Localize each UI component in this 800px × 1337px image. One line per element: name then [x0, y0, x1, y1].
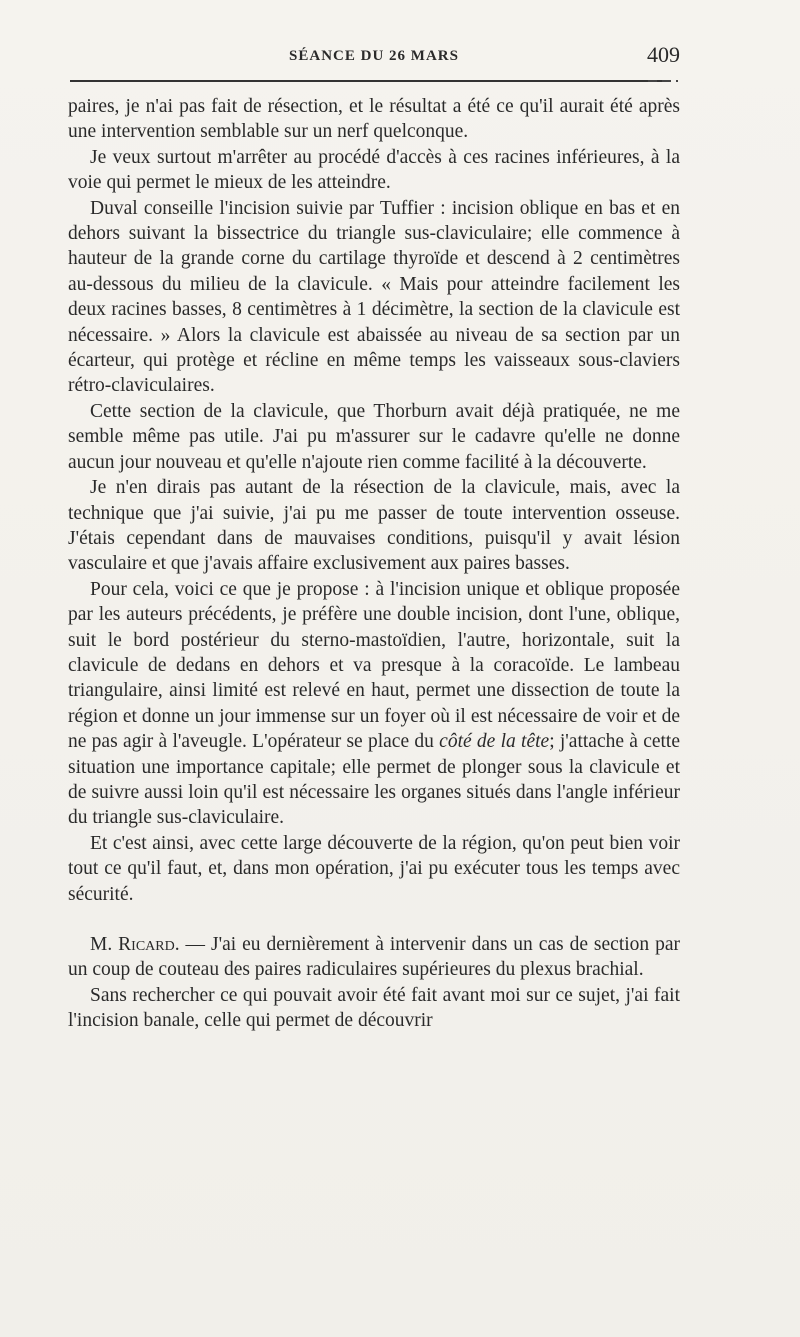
paragraph-3: Duval conseille l'incision suivie par Tuffier : incision oblique en bas et en dehors suivant la bissectrice du triangle sus-claviculaire; elle commence à hauteur de la grande corne du cartilage thyroïde et descend à 2 centimètres au-dessous du milieu de la clavicule. « Mais pour atteindre facilement les deux racines basses, 8 centimètres à 1 décimètre, la section de la clavicule est nécessaire. » Alors la clavicule est abaissée au niveau de sa section par un écarteur, qui protège et récline en même temps les vaisseaux sous-claviers rétro-claviculaires. [68, 197, 680, 397]
paragraph-2: Je veux surtout m'arrêter au procédé d'accès à ces racines inférieures, à la voie qui permet le mieux de les atteindre. [68, 146, 680, 194]
speaker-name: M. Ricard. [90, 934, 180, 955]
paragraph-6 [68, 577, 680, 831]
paragraph-6-part-1: Pour cela, voici ce que je propose : à l'incision unique et oblique proposée par les auteurs précédents, je préfère une double incision, dont l'une, oblique, suit le bord postérieur du sterno-mastoïdien, l'autre, horizontale, suit la clavicule de dedans en dehors et va presque à la coracoïde. Le lambeau triangulaire, ainsi limité est relevé en haut, permet une dissection de toute la région et donne un jour immense sur un foyer où il est nécessaire de voir et de ne pas agir à l'aveugle. L'opérateur se place du [68, 578, 680, 753]
body-text [68, 94, 680, 1034]
header-rule [70, 80, 670, 82]
paragraph-6-part-2: ; j'attache à cette situation une importance capitale; elle permet de plonger sous la clavicule et de suivre aussi loin qu'il est nécessaire les organes situés dans l'angle inférieur du triangle sus-claviculaire. [68, 731, 681, 829]
paragraph-9: Sans rechercher ce qui pouvait avoir été fait avant moi sur ce sujet, j'ai fait l'incision banale, celle qui permet de découvrir [68, 984, 680, 1032]
paragraph-8-text: — J'ai eu dernièrement à intervenir dans un cas de section par un coup de couteau des paires radiculaires supérieures du plexus brachial. [68, 934, 681, 981]
paragraph-5: Je n'en dirais pas autant de la résection de la clavicule, mais, avec la technique que j'ai suivie, j'ai pu me passer de toute intervention osseuse. J'étais cependant dans de mauvaises conditions, puisqu'il y avait lésion vasculaire et que j'avais affaire exclusivement aux paires basses. [68, 477, 680, 575]
paragraph-8 [68, 932, 680, 983]
header-title: SÉANCE DU 26 MARS [289, 48, 459, 64]
paragraph-6-italic: côté de la tête [439, 731, 550, 753]
running-header [68, 42, 680, 72]
header-rule-tail [648, 80, 678, 82]
paragraph-7: Et c'est ainsi, avec cette large découverte de la région, qu'on peut bien voir tout ce qu'il faut, et, dans mon opération, j'ai pu exécuter tous les temps avec sécurité. [68, 832, 680, 905]
paragraph-1: paires, je n'ai pas fait de résection, et le résultat a été ce qu'il aurait été après une intervention semblable sur un nerf quelconque. [68, 96, 680, 143]
paragraph-4: Cette section de la clavicule, que Thorburn avait déjà pratiquée, ne me semble même pas utile. J'ai pu m'assurer sur le cadavre qu'elle ne donne aucun jour nouveau et qu'elle n'ajoute rien comme facilité à la découverte. [68, 400, 680, 473]
page-number: 409 [647, 42, 680, 67]
